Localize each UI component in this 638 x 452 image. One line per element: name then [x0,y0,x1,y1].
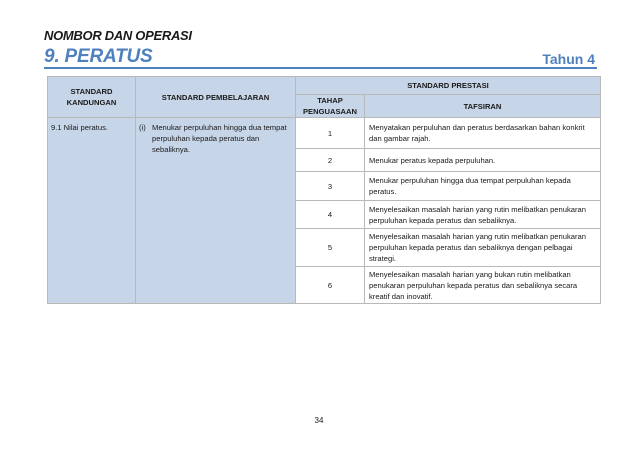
tafsiran-cell: Menukar peratus kepada perpuluhan. [365,149,601,172]
header-tahap-penguasaan: TAHAP PENGUASAAN [296,95,365,118]
level-cell: 4 [296,201,365,229]
tafsiran-cell: Menyelesaikan masalah harian yang bukan rutin melibatkan penukaran perpuluhan kepada peratus dan sebaliknya secara kreatif dan inovatif. [365,267,601,304]
header-standard-kandungan: STANDARD KANDUNGAN [48,77,136,118]
level-cell: 1 [296,118,365,149]
kandungan-text: 9.1 Nilai peratus. [51,123,108,132]
pembelajaran-marker: (i) [139,123,146,132]
level-cell: 3 [296,172,365,201]
level-cell: 2 [296,149,365,172]
tafsiran-cell: Menyelesaikan masalah harian yang rutin melibatkan penukaran perpuluhan kepada peratus dan sebaliknya. [365,201,601,229]
header-standard-prestasi: STANDARD PRESTASI [296,77,601,95]
pembelajaran-text: Menukar perpuluhan hingga dua tempat perpuluhan kepada peratus dan sebaliknya. [152,123,287,154]
cell-kandungan [48,118,136,304]
tafsiran-cell: Menyelesaikan masalah harian yang rutin melibatkan penukaran perpuluhan kepada peratus dan sebaliknya dengan pelbagai strategi. [365,229,601,267]
header-tafsiran: TAFSIRAN [365,95,601,118]
cell-pembelajaran [136,118,296,304]
level-cell: 6 [296,267,365,304]
page-number: 34 [314,416,324,425]
header-standard-pembelajaran: STANDARD PEMBELAJARAN [136,77,296,118]
section-subject: NOMBOR DAN OPERASI [44,28,192,43]
year-label: Tahun 4 [542,51,595,67]
standards-table [47,76,601,304]
title-underline [44,67,597,69]
tafsiran-cell: Menukar perpuluhan hingga dua tempat perpuluhan kepada peratus. [365,172,601,201]
level-cell: 5 [296,229,365,267]
tafsiran-cell: Menyatakan perpuluhan dan peratus berdasarkan bahan konkrit dan gambar rajah. [365,118,601,149]
page-title: 9. PERATUS [44,46,153,67]
